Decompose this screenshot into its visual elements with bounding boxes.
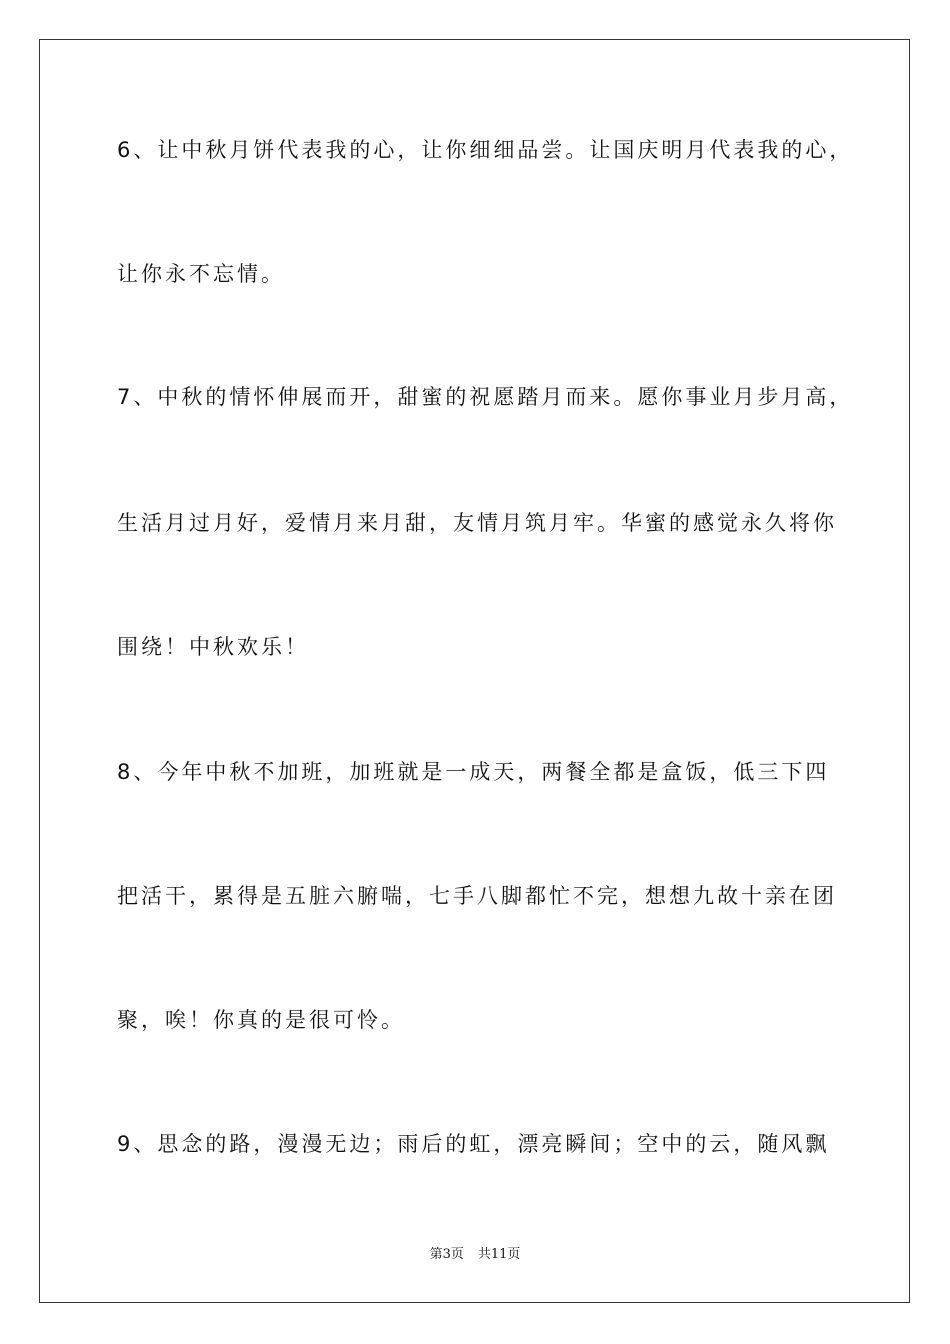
page-border [39, 39, 910, 1303]
text-line: 6、让中秋月饼代表我的心，让你细细品尝。让国庆明月代表我的心， [117, 138, 854, 162]
text-line: 聚，唉！你真的是很可怜。 [117, 1008, 405, 1032]
page-number: 第3页 [429, 1247, 464, 1262]
text-line: 让你永不忘情。 [117, 262, 285, 286]
page-total: 共11页 [477, 1247, 521, 1262]
text-line: 8、今年中秋不加班，加班就是一成天，两餐全都是盒饭，低三下四 [117, 760, 830, 784]
text-line: 围绕！中秋欢乐！ [117, 635, 309, 659]
text-line: 7、中秋的情怀伸展而开，甜蜜的祝愿踏月而来。愿你事业月步月高， [117, 385, 854, 409]
text-line: 把活干，累得是五脏六腑喘，七手八脚都忙不完，想想九故十亲在团 [117, 884, 837, 908]
text-line: 生活月过月好，爱情月来月甜，友情月筑月牢。华蜜的感觉永久将你 [117, 511, 837, 535]
text-line: 9、思念的路，漫漫无边；雨后的虹，漂亮瞬间；空中的云，随风飘 [117, 1132, 830, 1156]
page-footer [0, 1248, 950, 1261]
